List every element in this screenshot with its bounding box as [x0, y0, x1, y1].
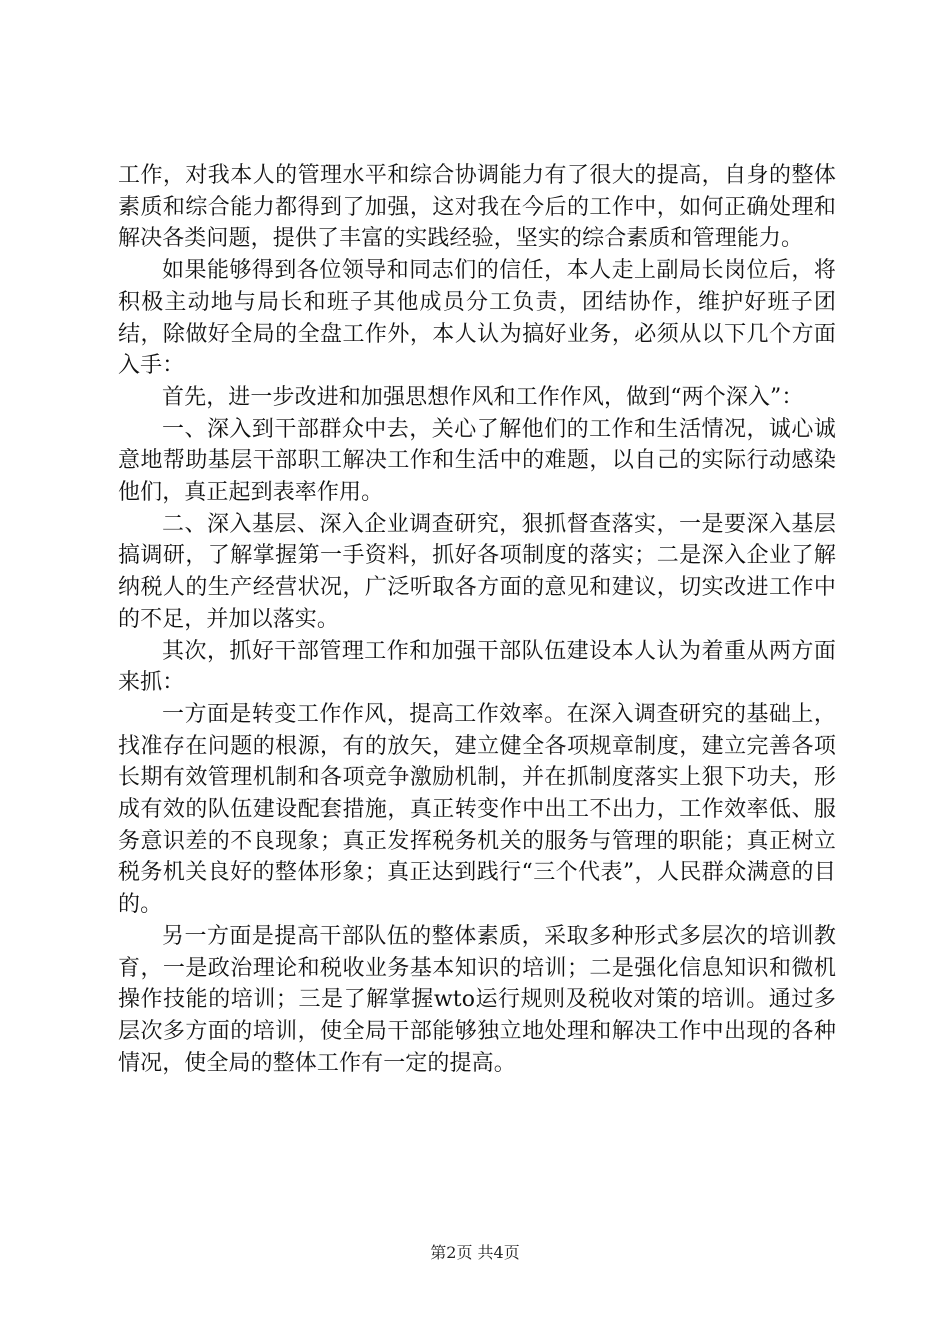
- paragraph-work-style: 一方面是转变工作作风，提高工作效率。在深入调查研究的基础上，找准存在问题的根源，有的放矢，建立健全各项规章制度，建立完善各项长期有效管理机制和各项竞争激励机制，并在抓制度落实上狠下功夫，形成有效的队伍建设配套措施，真正转变作中出工不出力，工作效率低、服务意识差的不良现象；真正发挥税务机关的服务与管理的职能；真正树立税务机关良好的整体形象；真正达到践行“三个代表”，人民群众满意的目的。: [118, 701, 836, 918]
- paragraph-deep-into-cadres: 一、深入到干部群众中去，关心了解他们的工作和生活情况，诚心诚意地帮助基层干部职工解决工作和生活中的难题，以自己的实际行动感染他们，真正起到表率作用。: [118, 416, 836, 506]
- paragraph-trust: 如果能够得到各位领导和同志们的信任，本人走上副局长岗位后，将积极主动地与局长和班子其他成员分工负责，团结协作，维护好班子团结，除做好全局的全盘工作外，本人认为搞好业务，必须从以下几个方面入手：: [118, 258, 836, 379]
- paragraph-first-point: 首先，进一步改进和加强思想作风和工作作风，做到“两个深入”：: [162, 384, 804, 410]
- paragraph-continuation: 工作，对我本人的管理水平和综合协调能力有了很大的提高，自身的整体素质和综合能力都得到了加强，这对我在今后的工作中，如何正确处理和解决各类问题，提供了丰富的实践经验，坚实的综合素质和管理能力。: [118, 163, 836, 252]
- paragraph-deep-into-grassroots: 二、深入基层、深入企业调查研究，狠抓督查落实，一是要深入基层搞调研，了解掌握第一手资料，抓好各项制度的落实；二是深入企业了解纳税人的生产经营状况，广泛听取各方面的意见和建议，切实改进工作中的不足，并加以落实。: [118, 511, 836, 632]
- paragraph-second-point: 其次，抓好干部管理工作和加强干部队伍建设本人认为着重从两方面来抓：: [118, 638, 836, 696]
- paragraph-quality: 另一方面是提高干部队伍的整体素质，采取多种形式多层次的培训教育，一是政治理论和税收业务基本知识的培训；二是强化信息知识和微机操作技能的培训；三是了解掌握wto运行规则及税收对策的培训。通过多层次多方面的培训，使全局干部能够独立地处理和解决工作中出现的各种情况，使全局的整体工作有一定的提高。: [118, 923, 836, 1076]
- document-body: [118, 160, 836, 1079]
- page-number: 第2页 共4页: [430, 1243, 520, 1262]
